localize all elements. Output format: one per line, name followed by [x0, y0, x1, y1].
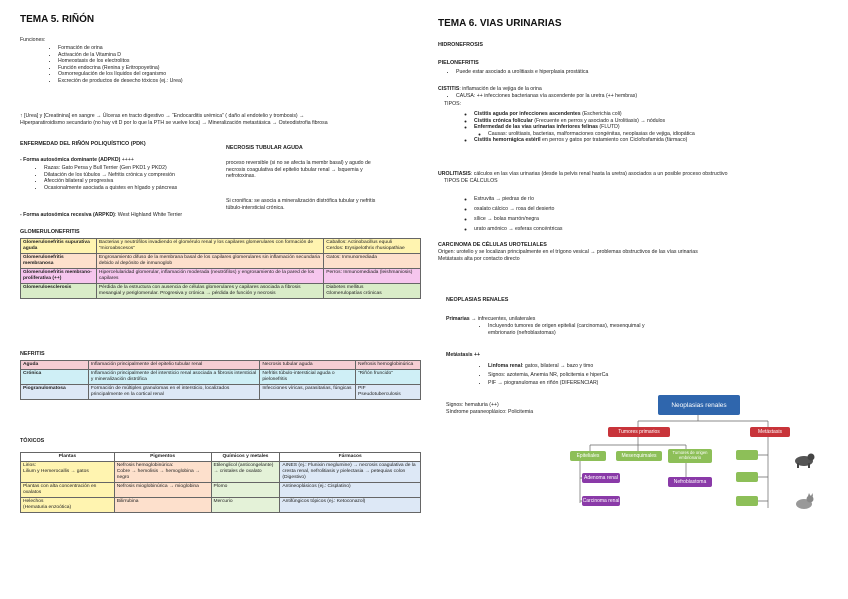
cat-icon	[792, 493, 816, 511]
carcinoma-line-1: Origen: urotelio y se localizan principalmente en el trígono vesical → problemas obstructivos de las vías urinarias	[438, 249, 698, 255]
list-item: • Incluyendo tumores de origen epitelial (carcinomas), mesenquimal y embrionario (nefroblastomas)	[488, 323, 668, 336]
glomerulo-species-cell: Caballos: Actinobacillus equuli Cerdos: Erysipelothrix rhusiopathiae	[324, 239, 421, 254]
glomerulo-desc-cell: Hipercelularidad glomerular, inflamación moderada (neutrófilos) y engrosamiento de la pared de los capilares	[96, 269, 323, 284]
glomerulo-name-cell: Glomerulonefritis membranosa	[21, 254, 97, 269]
nefritis-heading: NEFRITIS	[20, 351, 45, 357]
toxicos-cell: Bilirrubina	[114, 498, 211, 513]
metastasis-item-bold: Linfoma renal	[488, 363, 523, 369]
glomerulo-species-cell: Gatos: Inmunomediada	[324, 254, 421, 269]
cistitis-item	[474, 137, 844, 144]
toxicos-cell: AINES (ej.: Flunixin meglumine) → necrosis coagulativa de la cresta renal, nefrolitiasis y pielectasia → petequias colon (Digestivo)	[280, 462, 421, 483]
calculo-item: ◦ Estruvita → piedras de río	[474, 194, 774, 204]
nefritis-cell-desc: Inflamación principalmente del intersticio renal asociada a fibrosis intersticial y mineralización distrófica	[88, 370, 259, 385]
hidronefrosis-heading: HIDRONEFROSIS	[438, 42, 483, 48]
diagram-metastasis-box: Metástasis	[750, 427, 790, 437]
neoplasias-diagram	[568, 393, 818, 521]
toxicos-cell: Plantas con alta concentración en oxalatos	[21, 483, 115, 498]
cistitis-item-bold: Cistitis crónica folicular	[474, 117, 533, 124]
urea-line-2: Hiperparatiroidismo secundario (no hay vit D por lo que la PTH se vuelve loca) → Mineralización metastásica → Osteodistrofia fibrosa	[20, 119, 328, 126]
metastasis-item	[488, 371, 668, 380]
diagram-metastasis-box-1	[736, 450, 758, 460]
glomerulo-desc-cell: Pérdida de la estructura con ausencia de células glomerulares y capilares asociada a fibrosis mesangial y periglomerular. Progresiva y crónica → pérdida de función y necrosis	[96, 284, 323, 299]
left-title: TEMA 5. RIÑÓN	[20, 14, 95, 25]
glomerulo-heading: GLOMERULONEFRITIS	[20, 229, 80, 235]
cistitis-sublist	[474, 131, 844, 138]
metastasis-item-text: PIF → piogranulomas en riñón (DIFERENCIAR)	[488, 380, 599, 386]
toxicos-heading: TÓXICOS	[20, 438, 45, 444]
nefritis-cell-name: Piogranulomatosa	[21, 385, 89, 400]
necrosis-p1: proceso reversible (si no se afecta la membr basal) y agudo de necrosis coagulativa del epitelio tubular renal → Isquemia y nefrotoxinas.	[226, 160, 371, 180]
nefritis-table	[20, 360, 421, 400]
diagram-nefroblastoma-box: Nefroblastoma	[668, 477, 712, 487]
pkd-item: • Dilatación de los túbulos → Nefritis crónica y compresión	[44, 172, 244, 179]
cistitis-item-bold: Cistitis hemorrágica estéril	[474, 137, 541, 144]
funcion-item: • Excreción de productos de desecho tóxicos (ej.: Urea)	[58, 78, 183, 85]
nefritis-cell-c3: Nefritis túbulo-intersticial aguda o pielonefritis	[260, 370, 356, 385]
metastasis-item-text: : gatos, bilateral → bazo y timo	[522, 363, 594, 369]
metastasis-line: Metástasis ++	[446, 352, 481, 358]
sindrome-line: Síndrome paraneoplásico: Policitemia	[446, 409, 534, 415]
metastasis-list	[476, 362, 668, 388]
diagram-metastasis-box-2	[736, 472, 758, 482]
toxicos-cell: Mercurio	[211, 498, 280, 513]
cistitis-def: CISTITIS: inflamación de la vejiga de la orina	[438, 86, 542, 92]
metastasis-item-text: Signos: azotemia, Anemia NR, policitemia e hiperCa	[488, 371, 609, 378]
toxicos-cell: Etilenglicol (anticongelante) → cristales de oxalato	[211, 462, 280, 483]
cistitis-item	[474, 111, 844, 118]
pkd-heading: ENFERMEDAD DEL RIÑÓN POLIQUÍSTICO (PDK)	[20, 141, 146, 147]
necrosis-p2: Si cronifica: se asocia a mineralización distrófica tubular y nefritis túbulo-intersticial crónica.	[226, 198, 376, 211]
diagram-epiteliales-box: Epiteliales	[570, 451, 606, 461]
toxicos-header: Plantas	[21, 453, 115, 462]
urea-line-1: ↑ [Urea] y [Creatinina] en sangre → Úlceras en tracto digestivo → “Endocarditis urémica” ( daño al endotelio y trombosis) →	[20, 113, 305, 119]
table-row	[21, 462, 421, 483]
neoplasias-heading: NEOPLASIAS RENALES	[446, 297, 509, 303]
cistitis-item	[474, 118, 844, 125]
list-item: • Puede estar asociado a urolitiasis e hiperplasia prostática	[456, 69, 836, 76]
toxicos-cell: Antifúngicos tópicos (ej.: Ketoconazol)	[280, 498, 421, 513]
nefritis-cell-c4: PIF Pseudotuberculosis	[356, 385, 421, 400]
table-row	[21, 239, 421, 254]
pkd-recesiva: - Forma autosómica recesiva (ARPKD): West Highland White Terrier	[20, 212, 183, 218]
cistitis-item-text: en perros y gatos por tratamiento con Ciclofosfamida (fármaco)	[540, 137, 688, 144]
funcion-item: • Función endocrina (Renina y Eritropoyetina)	[58, 65, 183, 72]
nefritis-cell-name: Aguda	[21, 361, 89, 370]
pkd-dominante: - Forma autosómica dominante (ADPKD) ++++	[20, 157, 134, 163]
glomerulo-name-cell: Glomerulonefritis supurativa aguda	[21, 239, 97, 254]
glomerulo-name-cell: Glomerulonefritis membrano-proliferativa (++)	[21, 269, 97, 284]
toxicos-cell: Helechos (Hematuria enzoótica)	[21, 498, 115, 513]
urea-text	[20, 113, 430, 126]
table-row	[21, 284, 421, 299]
toxicos-header: Fármacos	[280, 453, 421, 462]
toxicos-cell: Lirios: Lilium y Hemerocallis → gatos	[21, 462, 115, 483]
table-row	[21, 254, 421, 269]
funcion-item: • Formación de orina	[58, 45, 183, 52]
pielonefritis-heading: PIELONEFRITIS	[438, 60, 479, 66]
cistitis-causas: ◦ Causas: urolitiasis, bacterias, malformaciones congénitas, neoplasias de vejiga, idiopática	[488, 131, 844, 138]
pkd-item: • Ocasionalmente asociada a quistes en hígado y páncreas	[44, 185, 244, 192]
signos-line: Signos: hematuria (++)	[446, 402, 499, 408]
metastasis-item	[488, 362, 668, 371]
toxicos-header: Químicos y metales	[211, 453, 280, 462]
nefritis-cell-c4: “Riñón fruncido”	[356, 370, 421, 385]
toxicos-cell: Plomo	[211, 483, 280, 498]
metastasis-item	[488, 379, 668, 388]
cistitis-item-text: (Escherichia coli)	[580, 111, 622, 117]
dog-icon	[792, 451, 816, 469]
diagram-carcinoma-box: Carcinoma renal	[582, 498, 620, 504]
primarias-line: Primarias → infrecuentes, unilaterales	[446, 316, 536, 322]
calculo-item: ◦ oxalato cálcico → rosa del desierto	[474, 204, 774, 214]
nefritis-cell-name: Crónica	[21, 370, 89, 385]
carcinoma-heading: CARCINOMA DE CÉLULAS UROTELIALES	[438, 242, 547, 248]
cistitis-tipos: TIPOS:	[444, 101, 462, 107]
table-row	[21, 370, 421, 385]
cistitis-item-text: (FLUTD)	[597, 124, 620, 131]
glomerulo-name-cell: Glomeruloesclerosis	[21, 284, 97, 299]
pkd-item: • Afección bilateral y progresiva	[44, 178, 244, 185]
necrosis-heading: NECROSIS TUBULAR AGUDA	[226, 145, 303, 151]
glomerulo-desc-cell: Bacterias y neutrófilos invadiendo el glomérulo renal y los capilares glomerulares con formación de “microabscesos”	[96, 239, 323, 254]
diagram-primarios-box: Tumores primarios	[608, 427, 670, 437]
glomerulo-species-cell: Diabetes mellitus Glomerulopatías crónicas	[324, 284, 421, 299]
diagram-embrionario-box: Tumores de origen embrionario	[668, 449, 712, 463]
calculo-item: ◦ urato amónico → esferas concéntricas	[474, 224, 774, 234]
toxicos-cell: Nefrosis mioglobinúrica → mioglobina	[114, 483, 211, 498]
nefritis-cell-desc: Formación de múltiples granulomas en el intersticio, localizados principalmente en la cortical renal	[88, 385, 259, 400]
glomerulo-species-cell: Perros: Inmunomediada (leishmaniosis)	[324, 269, 421, 284]
nefritis-cell-c4: Nefrosis hemoglobinúrica	[356, 361, 421, 370]
carcinoma-text	[438, 249, 838, 262]
table-row	[21, 361, 421, 370]
calculo-item: ◦ sílice → bolas marrón/negra	[474, 214, 774, 224]
urolitiasis-text: UROLITIASIS: cálculos en las vías urinarias (desde la pelvis renal hasta la uretra) asociados a un posible proceso obstructivo	[438, 171, 728, 177]
urolitiasis-tipos: TIPOS DE CÁLCULOS	[444, 178, 498, 184]
nefritis-cell-c3: Infecciones víricas, parasitarias, fúngicas	[260, 385, 356, 400]
table-row	[21, 269, 421, 284]
toxicos-cell: Antineoplásicos (ej.: Cisplatino)	[280, 483, 421, 498]
primarias-list	[476, 323, 668, 336]
pkd-item: • Razas: Gato Persa y Bull Terrier (Gen PKD1 y PKD2)	[44, 165, 244, 172]
pielonefritis-list	[444, 69, 836, 76]
funciones-label: Funciones:	[20, 37, 46, 43]
cistitis-causa-list	[444, 93, 846, 100]
funcion-item: • Homeostasis de los electrolitos	[58, 58, 183, 65]
funcion-item: • Osmorregulación de los líquidos del organismo	[58, 71, 183, 78]
list-item: • CAUSA: ++ infecciones bacterianas vía ascendente por la uretra (++ hembras)	[456, 93, 846, 100]
funcion-item: • Activación de la Vitamina D	[58, 52, 183, 59]
diagram-adenoma-box: Adenoma renal	[582, 473, 620, 483]
glomerulo-desc-cell: Engrosamiento difuso de la membrana basal de los capilares glomerulares sin inflamación secundaria debido al depósito de inmunoglob	[96, 254, 323, 269]
carcinoma-line-2: Metástasis alta por contacto directo	[438, 255, 520, 262]
cistitis-item-bold: Cistitis aguda por infecciones ascendentes	[474, 111, 581, 117]
cistitis-list	[462, 111, 844, 144]
table-row	[21, 385, 421, 400]
table-row	[21, 498, 421, 513]
diagram-metastasis-box-3	[736, 496, 758, 506]
urolitiasis-list	[462, 194, 774, 234]
pkd-list	[32, 165, 244, 191]
cistitis-item	[474, 124, 844, 137]
nefritis-cell-c3: Necrosis tubular aguda	[260, 361, 356, 370]
table-row	[21, 483, 421, 498]
toxicos-table	[20, 452, 421, 513]
diagram-title-box: Neoplasias renales	[658, 395, 740, 415]
funciones-list	[46, 45, 183, 85]
right-title: TEMA 6. VIAS URINARIAS	[438, 18, 562, 29]
glomerulonefritis-table	[20, 238, 421, 299]
toxicos-cell: Nefrosis hemoglobinúrica: Cobre → hemolisis → hemoglobina → negro	[114, 462, 211, 483]
diagram-mesenquimales-box: Mesenquimales	[616, 451, 662, 461]
cistitis-item-bold: Enfermedad de las vías urinarias inferiores felinas	[474, 124, 598, 131]
cistitis-item-text: (Frecuente en perros y asociado a Urolitiasis) → nódulos	[532, 117, 666, 124]
nefritis-cell-desc: Inflamación principalmente del epitelio tubular renal	[88, 361, 259, 370]
toxicos-header: Pigmentos	[114, 453, 211, 462]
